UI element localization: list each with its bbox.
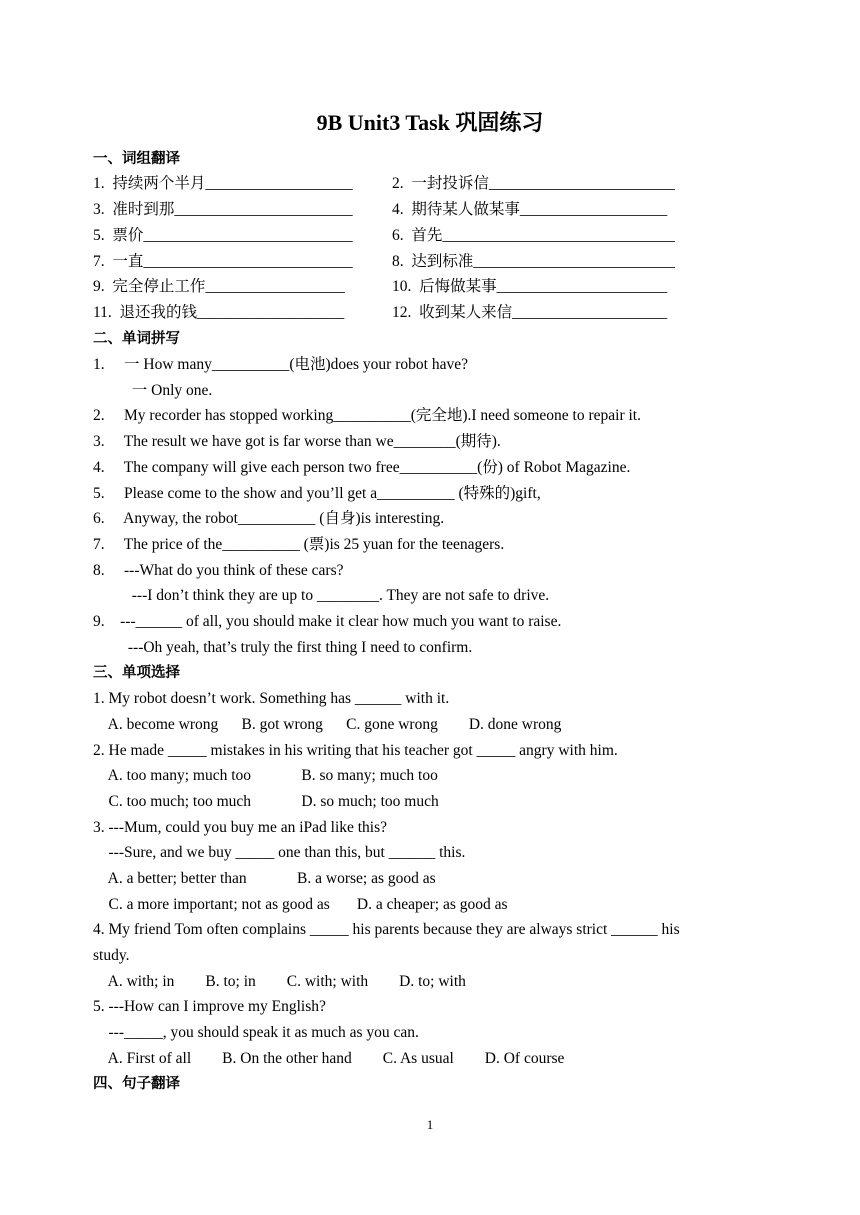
- phrase-item: 7. 一直___________________________: [93, 253, 353, 270]
- choice-options: A. become wrong B. got wrong C. gone wrong D. done wrong: [93, 716, 562, 733]
- choice-item: ---Sure, and we buy _____ one than this, but ______ this.: [93, 844, 466, 861]
- choice-options: A. First of all B. On the other hand C. As usual D. Of course: [93, 1050, 565, 1067]
- section-heading-choice: 三、单项选择: [93, 665, 180, 681]
- spelling-item: ---I don’t think they are up to ________. They are not safe to drive.: [93, 587, 550, 604]
- choice-options: A. with; in B. to; in C. with; with D. to; with: [93, 973, 466, 990]
- spelling-item: 1. 一 How many__________(电池)does your robot have?: [93, 356, 468, 373]
- spelling-item: 9. ---______ of all, you should make it clear how much you want to raise.: [93, 613, 562, 630]
- phrase-item: 9. 完全停止工作__________________: [93, 278, 345, 295]
- phrase-item: 3. 准时到那_______________________: [93, 201, 353, 218]
- spelling-item: 8. ---What do you think of these cars?: [93, 562, 344, 579]
- choice-options: A. a better; better than B. a worse; as good as: [93, 870, 436, 887]
- spelling-item: 4. The company will give each person two free__________(份) of Robot Magazine.: [93, 459, 631, 476]
- spelling-item: 7. The price of the__________ (票)is 25 yuan for the teenagers.: [93, 536, 505, 553]
- phrase-item: 1. 持续两个半月___________________: [93, 175, 353, 192]
- spelling-item: 6. Anyway, the robot__________ (自身)is interesting.: [93, 510, 445, 527]
- spelling-item: ---Oh yeah, that’s truly the first thing I need to confirm.: [93, 639, 473, 656]
- choice-item: 2. He made _____ mistakes in his writing that his teacher got _____ angry with him.: [93, 742, 618, 759]
- choice-item: 4. My friend Tom often complains _____ his parents because they are always strict ______ his: [93, 921, 680, 938]
- spelling-item: 3. The result we have got is far worse than we________(期待).: [93, 433, 501, 450]
- page-number: 1: [426, 1117, 434, 1132]
- page-title: 9B Unit3 Task 巩固练习: [316, 110, 544, 135]
- section-heading-phrases: 一、词组翻译: [93, 151, 180, 167]
- phrase-item: 11. 退还我的钱___________________: [93, 304, 345, 321]
- choice-options: C. too much; too much D. so much; too much: [93, 793, 439, 810]
- section-heading-spelling: 二、单词拼写: [93, 331, 180, 347]
- choice-item: ---_____, you should speak it as much as you can.: [93, 1024, 419, 1041]
- phrase-item: 5. 票价___________________________: [93, 227, 353, 244]
- phrase-item: 10. 后悔做某事______________________: [392, 278, 668, 295]
- phrase-item: 12. 收到某人来信____________________: [392, 304, 668, 321]
- spelling-item: 2. My recorder has stopped working__________(完全地).I need someone to repair it.: [93, 407, 641, 424]
- phrase-item: 4. 期待某人做某事___________________: [392, 201, 668, 218]
- phrase-item: 6. 首先______________________________: [392, 227, 675, 244]
- spelling-item: 5. Please come to the show and you’ll get a__________ (特殊的)gift,: [93, 485, 541, 502]
- spelling-item: 一 Only one.: [93, 382, 213, 399]
- choice-item: 5. ---How can I improve my English?: [93, 998, 326, 1015]
- section-heading-translation: 四、句子翻译: [93, 1076, 180, 1092]
- choice-item-continued: study.: [93, 947, 130, 964]
- phrase-item: 8. 达到标准__________________________: [392, 253, 675, 270]
- choice-options: A. too many; much too B. so many; much too: [93, 767, 438, 784]
- phrase-item: 2. 一封投诉信________________________: [392, 175, 675, 192]
- choice-options: C. a more important; not as good as D. a cheaper; as good as: [93, 896, 508, 913]
- choice-item: 3. ---Mum, could you buy me an iPad like this?: [93, 819, 388, 836]
- choice-item: 1. My robot doesn’t work. Something has ______ with it.: [93, 690, 450, 707]
